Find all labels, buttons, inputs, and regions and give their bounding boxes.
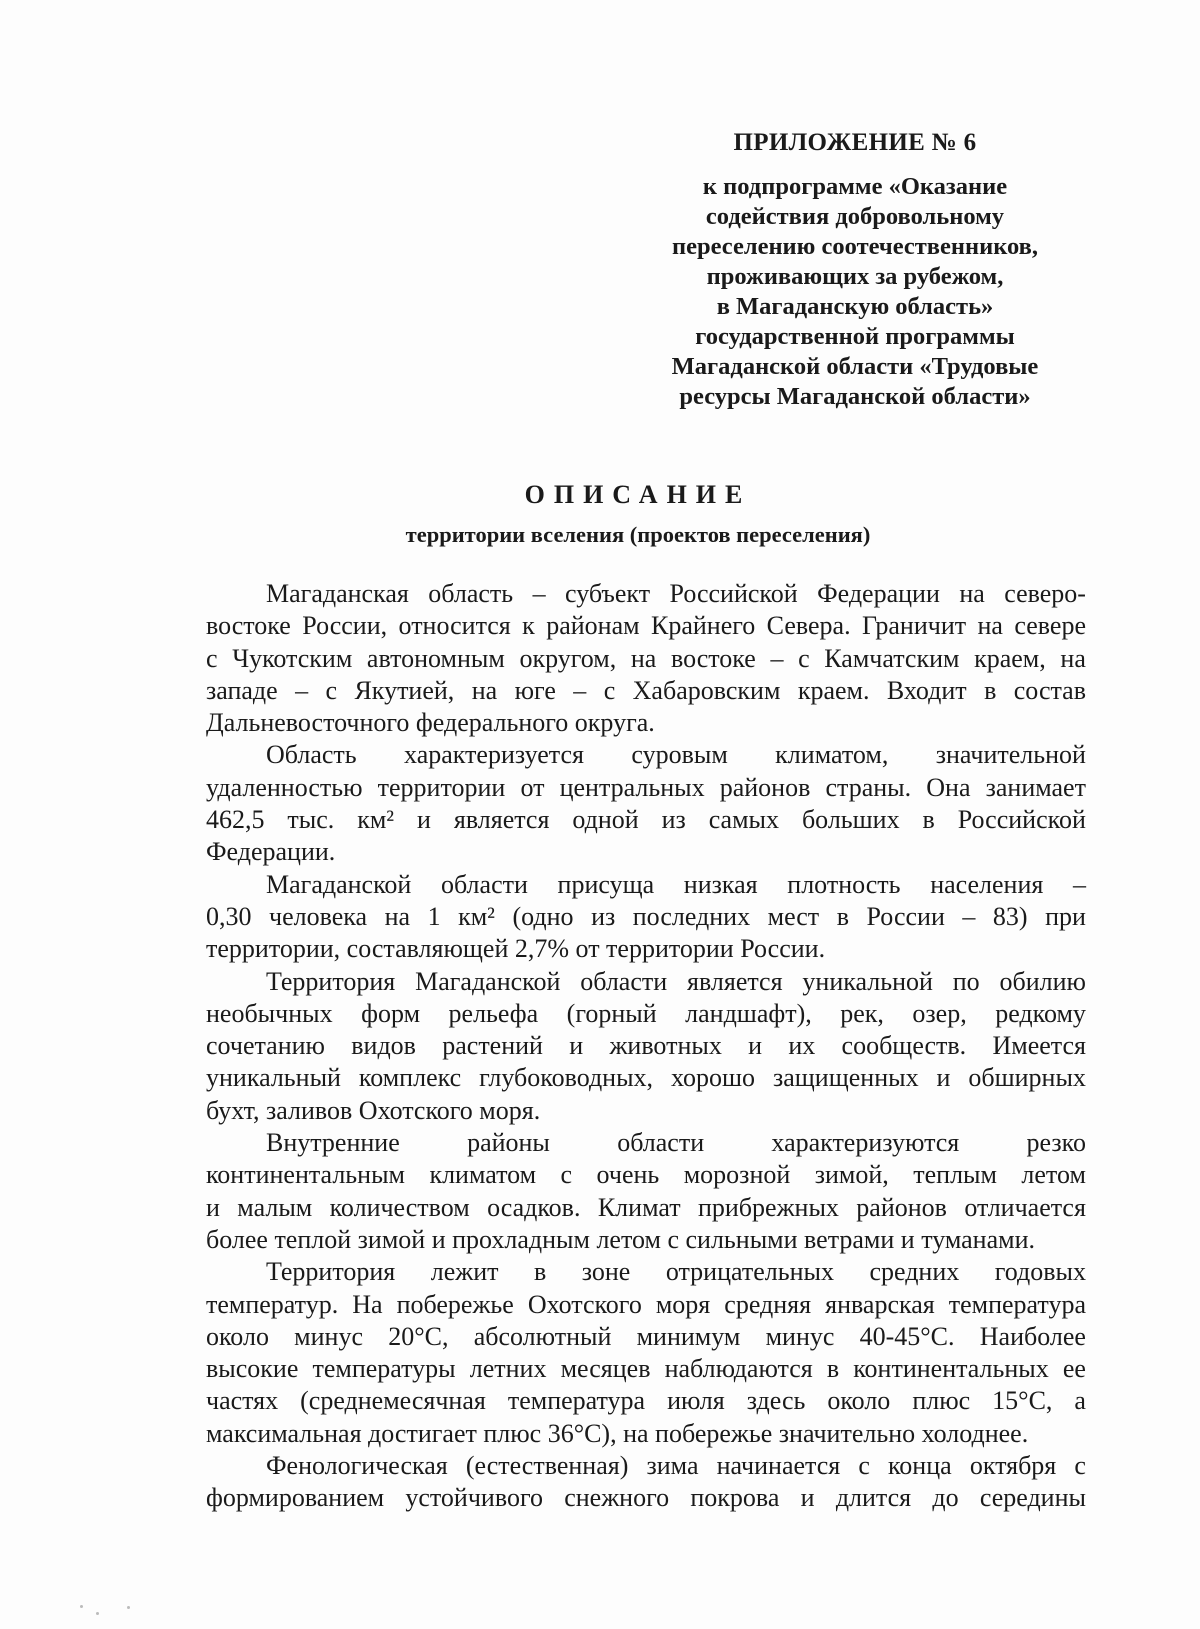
- text-line: частях (среднемесячная температура июля здесь около плюс 15°С, а: [206, 1386, 1086, 1416]
- text-line: Фенологическая (естественная) зима начинается с конца октября с: [266, 1451, 1086, 1481]
- paragraph: [206, 739, 1086, 868]
- paragraph: [206, 869, 1086, 966]
- text-line: температур. На побережье Охотского моря средняя январская температура: [206, 1289, 1086, 1319]
- scan-speck: [96, 1612, 99, 1615]
- text-line: континентальным климатом с очень морозной зимой, теплым летом: [206, 1160, 1086, 1190]
- text-line: высокие температуры летних месяцев наблюдаются в континентальных ее: [206, 1354, 1086, 1384]
- paragraph: [206, 578, 1086, 739]
- text-line: с Чукотским автономным округом, на востоке – с Камчатским краем, на: [206, 643, 1086, 673]
- text-line: Дальневосточного федерального округа.: [206, 708, 655, 738]
- text-line: Магаданской области присуща низкая плотность населения –: [266, 869, 1086, 899]
- appendix-title: ПРИЛОЖЕНИЕ № 6: [733, 129, 977, 156]
- appendix-line: Магаданской области «Трудовые: [671, 353, 1039, 380]
- paragraph: [206, 1127, 1086, 1256]
- text-line: уникальный комплекс глубоководных, хорошо защищенных и обширных: [206, 1063, 1086, 1093]
- scan-speck: [80, 1605, 83, 1608]
- text-line: максимальная достигает плюс 36°С), на побережье значительно холоднее.: [206, 1418, 1029, 1448]
- appendix-line: ресурсы Магаданской области»: [679, 383, 1031, 410]
- text-line: Магаданская область – субъект Российской Федерации на северо-: [266, 579, 1086, 608]
- appendix-line: переселению соотечественников,: [671, 233, 1039, 260]
- document-subtitle: территории вселения (проектов переселения): [405, 522, 871, 547]
- body-text: [206, 578, 1086, 1515]
- text-line: 462,5 тыс. км² и является одной из самых больших в Российской: [206, 805, 1086, 835]
- scan-speck: [127, 1606, 130, 1609]
- paragraph: [206, 1256, 1086, 1450]
- text-line: и малым количеством осадков. Климат прибрежных районов отличается: [206, 1192, 1086, 1222]
- text-line: Федерации.: [206, 837, 336, 867]
- text-line: удаленностью территории от центральных районов страны. Она занимает: [206, 772, 1086, 802]
- text-line: бухт, заливов Охотского моря.: [206, 1095, 541, 1125]
- text-line: западе – с Якутией, на юге – с Хабаровским краем. Входит в состав: [206, 675, 1086, 705]
- text-line: формированием устойчивого снежного покрова и длится до середины: [206, 1483, 1086, 1513]
- appendix-header: [640, 128, 1070, 412]
- text-line: сочетанию видов растений и животных и их сообществ. Имеется: [206, 1031, 1086, 1061]
- text-line: около минус 20°С, абсолютный минимум минус 40-45°С. Наиболее: [206, 1321, 1086, 1351]
- document-title: ОПИСАНИЕ: [524, 480, 752, 509]
- text-line: востоке России, относится к районам Крайнего Севера. Граничит на севере: [206, 611, 1086, 641]
- appendix-line: содействия добровольному: [705, 203, 1005, 230]
- text-line: 0,30 человека на 1 км² (одно из последних мест в России – 83) при: [206, 901, 1086, 931]
- appendix-line: в Магаданскую область»: [716, 293, 994, 320]
- text-line: Область характеризуется суровым климатом, значительной: [266, 740, 1086, 770]
- text-line: более теплой зимой и прохладным летом с сильными ветрами и туманами.: [206, 1224, 1036, 1254]
- text-line: Территория лежит в зоне отрицательных средних годовых: [266, 1257, 1086, 1287]
- appendix-line: государственной программы: [695, 323, 1015, 350]
- paragraph: [206, 966, 1086, 1127]
- appendix-line: к подпрограмме «Оказание: [702, 173, 1008, 200]
- text-line: территории, составляющей 2,7% от территории России.: [206, 934, 826, 964]
- text-line: Внутренние районы области характеризуются резко: [266, 1128, 1086, 1158]
- appendix-line: проживающих за рубежом,: [706, 263, 1004, 290]
- paragraph: [206, 1450, 1086, 1515]
- text-line: Территория Магаданской области является уникальной по обилию: [266, 966, 1086, 996]
- text-line: необычных форм рельефа (горный ландшафт), рек, озер, редкому: [206, 998, 1086, 1028]
